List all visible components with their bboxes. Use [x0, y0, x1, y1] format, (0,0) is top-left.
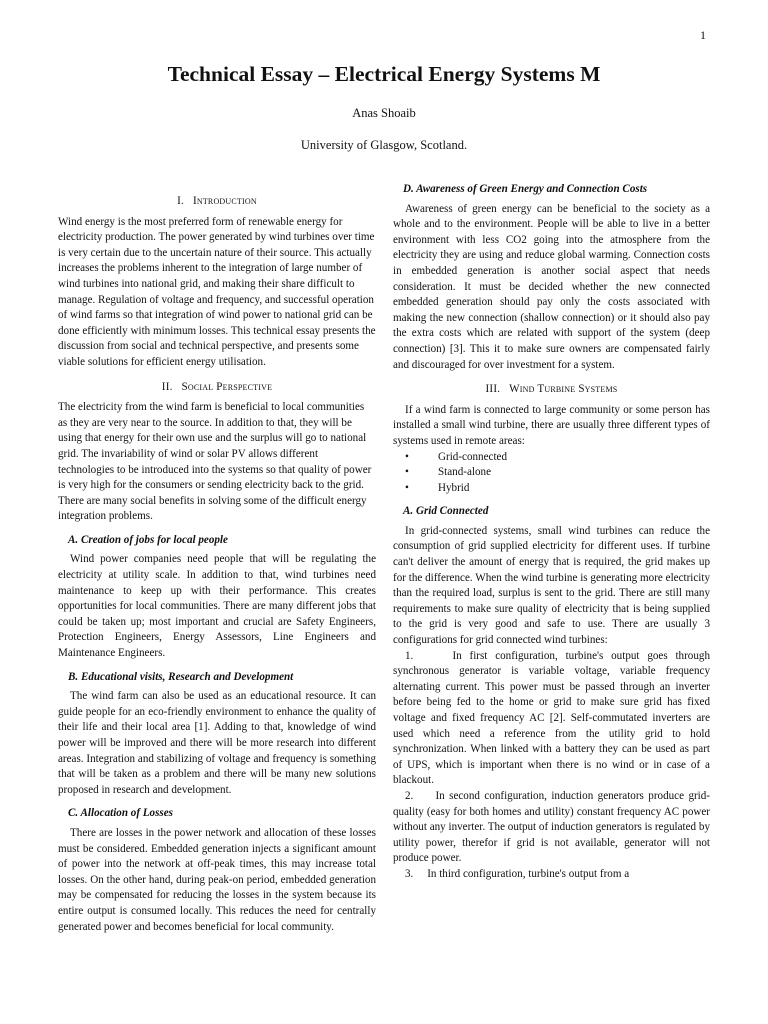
section-heading-social — [58, 380, 376, 396]
section-number: III. — [485, 383, 501, 396]
introduction-paragraph: Wind energy is the most preferred form of renewable energy for electricity production. The power generated by wind turbines over time is very certain due to the uncertain nature of their source. This actually increases the problems inherent to the integration of large number of wind turbines into national grid, and making their share difficult to manage. Regulation of voltage and frequency, and successful operation of wind farms so that integration of wind power to national grid can be done efficiently with minimum losses. This technical essay presents the discussion from social and technical perspective, and presents some viable solutions for efficient energy utilisation. — [58, 215, 376, 368]
losses-paragraph: There are losses in the power network and allocation of these losses must be considered. Embedded generation injects a significant amount of power into the network at off-peak times, this may increase total losses. On the other hand, during peak-on period, embedded generation may be compensated for reducing the losses in the system because its entire output is consumed locally. This reduces the need for centrally generated power and becomes beneficial for local community. — [58, 826, 376, 933]
section-title: Introduction — [192, 195, 257, 207]
subsection-heading-green-energy: D. Awareness of Green Energy and Connection Costs — [403, 183, 648, 195]
list-item: • Stand-alone — [393, 465, 710, 481]
jobs-paragraph: Wind power companies need people that will be regulating the electricity at utility scale. In addition to that, wind turbines need maintenance to keep up with their performance. This creates opportunities for local communities. There are many different jobs that could be taken up; most important and crucial are Safety Engineers, Protection Engineers, Energy Assessors, Line Engineers and Maintenance Engineers. — [58, 553, 376, 660]
section-number: I. — [177, 195, 185, 207]
item-number: 3. — [405, 867, 414, 880]
subsection-heading-losses: C. Allocation of Losses — [68, 807, 173, 820]
numbered-item — [393, 649, 710, 789]
subsection-heading-grid-connected: A. Grid Connected — [403, 505, 489, 518]
item-text: In third configuration, turbine's output from a — [427, 867, 630, 880]
item-number: 1. — [405, 649, 414, 662]
bullet-glyph: • — [405, 481, 409, 494]
left-column — [58, 182, 376, 935]
grid-connected-paragraph: In grid-connected systems, small wind turbines can reduce the consumption of grid supplied electricity for different uses. If turbine can't deliver the amount of energy that is required, the grid makes up for the difference. When the wind turbine is generating more electricity than the required load, surplus is sent to the grid. There are still many requirements to make sure quality of electricity that is being supplied to the grid is very good and safe to use. There are usually 3 configurations for grid connected wind turbines: — [393, 524, 710, 647]
affiliation: University of Glasgow, Scotland. — [300, 138, 468, 152]
wind-intro-paragraph: If a wind farm is connected to large community or some person has installed a small wind turbine, there are usually three different types of systems used in remote areas: — [393, 403, 710, 447]
social-paragraph: The electricity from the wind farm is beneficial to local communities as they are very near to the source. In addition to that, they will be using that energy for their own use and the surplus will go to national grid. The invariability of wind or solar PV allows different technologies to be introduced into the systems so that quality of power is very high for the consumers or sending electricity back to the grid. There are many social benefits in solving some of the difficult energy integration problems. — [58, 401, 372, 523]
numbered-item — [393, 867, 710, 883]
green-energy-paragraph: Awareness of green energy can be beneficial to the society as a whole and to the environment. People will be able to live in a better environment with less CO2 going into the atmosphere from the electricity they are using and reduce global warming. Connection costs in embedded generation is another social aspect that needs consideration. It must be decided whether the new connected embedded generation should pay only the costs associated with making the new connection (shallow connection) or it should also pay the extra costs which are related with support of the system (deep connection) [3]. This it to make sure owners are compensated fairly and discouraged for over investment for a system. — [393, 202, 710, 371]
item-text: In second configuration, induction generators produce grid-quality (easy for both homes and utility) constant frequency AC power without any inverter. The output of induction generators is regulated by utility power, therefor if grid is not available, generator will not produce power. — [393, 789, 711, 865]
item-number: 2. — [405, 789, 414, 802]
list-item: • Hybrid — [393, 481, 710, 497]
section-number: II. — [161, 380, 173, 393]
system-type-list — [393, 450, 710, 497]
bullet-glyph: • — [405, 450, 409, 463]
author-name: Anas Shoaib — [352, 106, 416, 120]
education-paragraph: The wind farm can also be used as an educational resource. It can guide people for an eco-friendly environment to enhance the quality of their life and their local area [1]. Adding to that, knowledge of wind power will be improved and there will be more research into different areas. Integration and stabilizing of voltage and frequency is something that will be taken as a problem and there will be many new solutions proposed in research and development. — [58, 690, 376, 796]
list-item: • Grid-connected — [393, 450, 710, 466]
section-heading-introduction — [58, 194, 376, 210]
page-number: 1 — [700, 28, 706, 42]
subsection-heading-jobs: A. Creation of jobs for local people — [68, 533, 228, 546]
section-title: Wind Turbine Systems — [509, 383, 618, 396]
section-heading-wind-turbine — [393, 382, 710, 398]
section-title: Social Perspective — [181, 380, 273, 393]
subsection-heading-education: B. Educational visits, Research and Development — [68, 670, 294, 683]
numbered-item — [393, 789, 710, 867]
right-column — [393, 182, 710, 883]
paper-title: Technical Essay – Electrical Energy Systems M — [167, 62, 601, 86]
item-text: In first configuration, turbine's output goes through synchronous generator is variable voltage, variable frequency alternating current. This power must be passed through an inverter before being fed to the home or grid to make sure grid has fixed voltage and fixed frequency AC [2]. Self-commutated inverters are used which need a reference from the utility grid to hold synchronization. When linked with a battery they can be used as part of UPS, which is important when there is no wind or in case of a blackout. — [393, 649, 710, 787]
bullet-glyph: • — [405, 466, 409, 479]
